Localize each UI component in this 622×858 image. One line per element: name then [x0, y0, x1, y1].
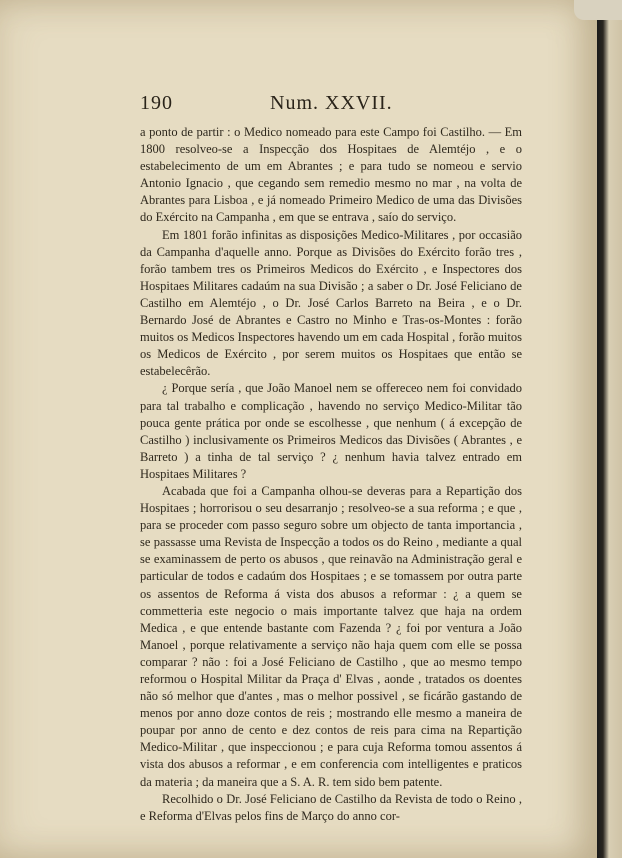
body-text — [140, 124, 522, 825]
paragraph-5: Recolhido o Dr. José Feliciano de Castilho da Revista de todo o Reino , e Reforma d'Elvas pelos fins de Março do anno cor- — [140, 791, 522, 823]
page-corner-tab — [574, 0, 622, 20]
page-number: 190 — [140, 92, 173, 114]
paragraph-3: ¿ Porque sería , que João Manoel nem se offereceo nem foi convidado para tal trabalho e complicação , havendo no serviço Medico-Militar tão pouca gente prática por onde se escolhesse , que nenhum ( á excepção de Castilho ) inclusivamente os Primeiros Medicos das Divisões ( Abrantes , e Barreto ) a tinha de tal serviço ? ¿ nenhum havia talvez entrado em Hospitaes Militares ? — [140, 381, 522, 481]
paragraph-4: Acabada que foi a Campanha olhou-se deveras para a Repartição dos Hospitaes ; horrorisou o seu desarranjo ; resolveo-se a sua reforma ; e que , para se proceder com passo seguro sobre um objecto de tanta importancia , se passasse uma Revista de Inspecção a todos os do Reino , mediante a qual se examinassem de perto os abusos , que reinavão na Administração geral e particular de todos e cadaúm dos Hospitaes ; e se tomassem por outra parte os assentos de Reforma á vista dos abusos a reformar : ¿ a quem se commetteria este negocio o mais importante talvez que haja na ordem Medica , e que entende bastante com Fazenda ? ¿ foi por ventura a João Manoel , porque relativamente a serviço não haja quem com elle se possa comparar ? não : foi a José Feliciano de Castilho , que ao mesmo tempo reformou o Hospital Militar da Praça d' Elvas , aonde , tratados os doentes não só melhor que d'antes , mas o melhor possivel , se ficárão gastando de menos por anno doze contos de reis ; mostrando elle mesmo a maneira de poupar por anno de cento e dez contos de reis para cima na Repartição Medico-Militar , que inspeccionou ; e para cuja Reforma tomou assentos á vista dos abusos a reformar , e em conferencia com intelligentes e praticos da materia ; da maneira que a S. A. R. tem sido bem patente. — [140, 483, 522, 789]
paragraph-2: Em 1801 forão infinitas as disposições Medico-Militares , por occasião da Campanha d'aquelle anno. Porque as Divisões do Exército forão tres , forão tambem tres os Primeiros Medicos do Exército , e Inspectores dos Hospitaes Militares cadaúm na sua Divisão ; a saber o Dr. José Feliciano de Castilho em Alemtéjo , o Dr. José Carlos Barreto na Beira , e o Dr. Bernardo José de Abrantes e Castro no Minho e Tras-os-Montes : forão muitos os Medicos Inspectores havendo um em cada Hospital , forão muitos os Medicos de Exército , por serem muitos os Hospitaes que então se estabelecêrão. — [140, 227, 522, 379]
paragraph-1: a ponto de partir : o Medico nomeado para este Campo foi Castilho. — Em 1800 resolveo-se a Inspecção dos Hospitaes de Alemtéjo , e o estabelecimento de um em Abrantes ; e para tudo se nomeou e servio Antonio Ignacio , que cegando sem remedio mesmo no mar , na volta de Abrantes para Lisboa , e já nomeado Primeiro Medico de uma das Divisões do Exército na Campanha , em que se entrava , saío do serviço. — [140, 125, 522, 225]
page-header — [140, 92, 500, 122]
running-title: Num. XXVII. — [270, 92, 393, 114]
next-page-edge — [597, 0, 622, 858]
